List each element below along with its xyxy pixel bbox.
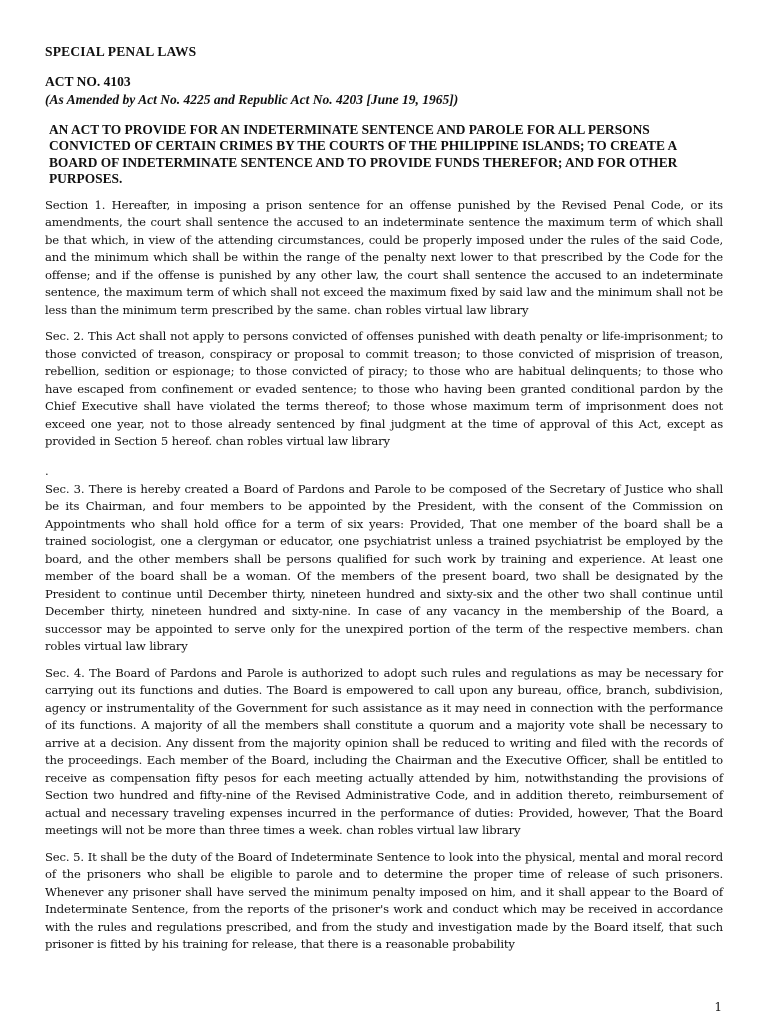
act-number: ACT NO. 4103 (45, 74, 131, 89)
section-2: Sec. 2. This Act shall not apply to persons convicted of offenses punished with death penalty or life-imprisonment; to those convicted of treason, conspiracy or proposal to commit treason; to those convicted of misprision of treason, rebellion, sedition or espionage; to those convicted of piracy; to those who are habitual delinquents; to those who have escaped from confinement or evaded sentence; to those who having been granted conditional pardon by the Chief Executive shall have violated the terms thereof; to those whose maximum term of imprisonment does not exceed one year, not to those already sentenced by final judgment at the time of approval of this Act, except as provided in Section 5 hereof. chan robles virtual law library (45, 329, 723, 449)
document-body (45, 44, 723, 963)
section-5: Sec. 5. It shall be the duty of the Board of Indeterminate Sentence to look into the physical, mental and moral record of the prisoners who shall be eligible to parole and to determine the proper time of release of such prisoners. Whenever any prisoner shall have served the minimum penalty imposed on him, and it shall appear to the Board of Indeterminate Sentence, from the reports of the prisoner's work and conduct which may be received in accordance with the rules and regulations prescribed, and from the study and investigation made by the Board itself, that such prisoner is fitted by his training for release, that there is a reasonable probability (45, 849, 723, 952)
section-4: Sec. 4. The Board of Pardons and Parole is authorized to adopt such rules and regulations as may be necessary for carrying out its functions and duties. The Board is empowered to call upon any bureau, office, branch, subdivision, agency or instrumentality of the Government for such assistance as it may need in connection with the performance of its functions. A majority of all the members shall constitute a quorum and a majority vote shall be necessary to arrive at a decision. Any dissent from the majority opinion shall be reduced to writing and filed with the records of the proceedings. Each member of the Board, including the Chairman and the Executive Officer, shall be entitled to receive as compensation fifty pesos for each meeting actually attended by him, notwithstanding the provisions of Section two hundred and fifty-nine of the Revised Administrative Code, and in addition thereto, reimbursement of actual and necessary traveling expenses incurred in the performance of duties: Provided, however, That the Board meetings will not be more than three times a week. chan robles virtual law library (45, 665, 723, 838)
document-header: SPECIAL PENAL LAWS (45, 44, 197, 59)
page-number: 1 (714, 1000, 722, 1014)
section-3: Sec. 3. There is hereby created a Board of Pardons and Parole to be composed of the Secretary of Justice who shall be its Chairman, and four members to be appointed by the President, with the consent of the Commission on Appointments who shall hold office for a term of six years: Provided, That one member of the board shall be a trained sociologist, one a clergyman or educator, one psychiatrist unless a trained psychiatrist be employed by the board, and the other members shall be persons qualified for such work by training and experience. At least one member of the board shall be a woman. Of the members of the present board, two shall be designated by the President to continue until December thirty, nineteen hundred and sixty-six and the other two shall continue until December thirty, nineteen hundred and sixty-nine. In case of any vacancy in the membership of the Board, a successor may be appointed to serve only for the unexpired portion of the term of the respective members. chan robles virtual law library (45, 481, 723, 654)
separator-dot: . (45, 463, 49, 478)
amendment-note: (As Amended by Act No. 4225 and Republic Act No. 4203 [June 19, 1965]) (45, 92, 459, 107)
section-1: Section 1. Hereafter, in imposing a prison sentence for an offense punished by the Revised Penal Code, or its amendments, the court shall sentence the accused to an indeterminate sentence the maximum term of which shall be that which, in view of the attending circumstances, could be properly imposed under the rules of the said Code, and the minimum which shall be within the range of the penalty next lower to that prescribed by the Code for the offense; and if the offense is punished by any other law, the court shall sentence the accused to an indeterminate sentence, the maximum term of which shall not exceed the maximum fixed by said law and the minimum shall not be less than the minimum term prescribed by the same. chan robles virtual law library (45, 197, 723, 317)
act-long-title: AN ACT TO PROVIDE FOR AN INDETERMINATE SENTENCE AND PAROLE FOR ALL PERSONS CONVICTED OF CERTAIN CRIMES BY THE COURTS OF THE PHILIPPINE ISLANDS; TO CREATE A BOARD OF INDETERMINATE SENTENCE AND TO PROVIDE FUNDS THEREFOR; AND FOR OTHER PURPOSES. (49, 122, 678, 187)
